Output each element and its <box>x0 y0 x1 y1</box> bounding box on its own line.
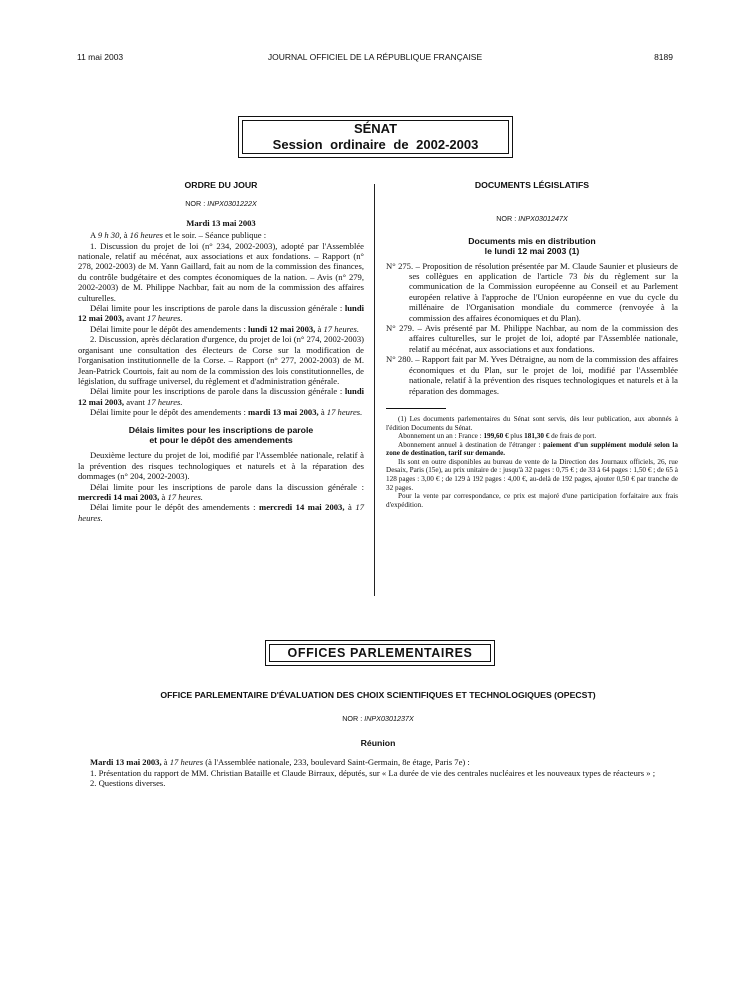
t: avant <box>126 396 145 407</box>
docs-sub-2: le lundi 12 mai 2003 (1) <box>484 246 580 257</box>
t: Délai limite pour le dépôt des amendements : <box>90 323 246 334</box>
deuxieme-lecture: Deuxième lecture du projet de loi, modifié par l'Assemblée nationale, relatif à la prévention des risques technologiques et naturels et à la réparation des dommages (n° 204, 2002-2003). <box>78 450 364 482</box>
ordre-item-1: 1. Discussion du projet de loi (n° 234, 2002-2003), adopté par l'Assemblée nationale, relatif au mécénat, aux associations et aux fondations. – Rapport (n° 278, 2002-2003) de M. Yann Gaillard, fait au nom de la commission des finances, du contrôle budgétaire et des comptes économiques de la nation. – Avis (n° 279, 2002-2003) de M. Philippe Nachbar, fait au nom de la commission des affaires culturelles. <box>78 240 364 303</box>
delai-3 <box>78 386 364 407</box>
t: à <box>320 407 325 418</box>
t: – Rapport fait par M. Yves Détraigne, au nom de la commission des affaires économiques et du Plan, sur le projet de loi, modifié par l'Assemblée nationale, relatif à la prévention des risques technologiques et naturels et à la réparation des dommages. <box>409 354 678 396</box>
t: bis <box>583 271 594 282</box>
t: mardi 13 mai 2003, <box>248 407 319 418</box>
doc-number: N° 279. <box>386 323 415 334</box>
nor-label: NOR : <box>496 214 517 224</box>
footnote-correspondance: Pour la vente par correspondance, ce prix est majoré d'une participation forfaitaire aux frais d'expédition. <box>386 492 678 509</box>
header-date: 11 mai 2003 <box>77 52 124 62</box>
nor-code: INPX0301222X <box>207 199 257 209</box>
footnote-vente: Ils sont en outre disponibles au bureau de vente de la Direction des Journaux officiels, 26, rue Desaix, Paris (15e), au prix unitaire de : jusqu'à 32 pages : 0,75 € ; de 33 à 64 pages : 1,50 € ; de 65 à 128 pages : 3,00 € ; de 129 à 192 pages : 4,00 €, au-delà de 192 pages, ajouter 0,50 € par tranche de 32 pages. <box>386 457 678 492</box>
opecst-nor <box>78 714 678 724</box>
t: 16 heures <box>129 230 164 241</box>
column-divider <box>374 184 375 596</box>
t: avant <box>126 313 145 324</box>
footnote-rule <box>386 408 446 409</box>
t: A <box>90 230 96 241</box>
opecst-heading: OFFICE PARLEMENTAIRE D'ÉVALUATION DES CHOIX SCIENTIFIQUES ET TECHNOLOGIQUES (OPECST) <box>160 690 596 700</box>
t: 17 heures. <box>326 407 363 418</box>
delai-6 <box>78 502 364 523</box>
nor-label: NOR : <box>185 199 206 209</box>
t: Abonnement annuel à destination de l'étranger : <box>398 440 541 449</box>
senat-title: SÉNAT <box>353 121 398 136</box>
nor-label: NOR : <box>342 714 363 724</box>
running-header <box>77 52 673 66</box>
t: 17 heures. <box>147 396 183 407</box>
docs-sub-1: Documents mis en distribution <box>468 235 596 246</box>
doc-279 <box>386 323 678 354</box>
t: Délai limite pour les inscriptions de parole dans la discussion générale : <box>90 303 343 314</box>
t: 17 heures <box>169 757 204 768</box>
t: lundi 12 mai 2003, <box>78 303 364 324</box>
seance-time <box>78 230 364 240</box>
delai-5 <box>78 482 364 503</box>
t: 199,60 € <box>483 432 509 441</box>
offices-title-box <box>265 640 495 666</box>
footnote-1: (1) Les documents parlementaires du Sénat sont servis, dès leur publication, aux abonnés à l'édition Documents du Sénat. <box>386 414 678 432</box>
t: du règlement sur la communication de la Commission européenne au Conseil et au Parlement européen relative à l'approche de l'Union européenne en vue du cycle du millénaire de l'Organisation mondiale du commerce (renvoyée à la commission des affaires économiques et du Plan). <box>409 271 679 323</box>
nor-code: INPX0301247X <box>518 214 568 224</box>
t: 17 heures. <box>167 491 203 502</box>
offices-title: OFFICES PARLEMENTAIRES <box>287 646 473 660</box>
delai-2 <box>78 324 364 334</box>
ordre-date-heading: Mardi 13 mai 2003 <box>186 217 256 228</box>
footnote-abonnement <box>386 432 678 441</box>
t: Abonnement un an : France : <box>398 432 482 441</box>
reunion-heading: Réunion <box>360 737 396 748</box>
ordre-item-2: 2. Discussion, après déclaration d'urgence, du projet de loi (n° 274, 2002-2003) organisant une consultation des électeurs de Corse sur la modification de l'organisation institutionnelle de la Corse. – Rapport (n° 277, 2002-2003) de M. Jean-Patrick Courtois, fait au nom de la commission des lois constitutionnelles, de législation, du suffrage universel, du règlement et d'administration générale. <box>78 334 364 386</box>
t: et le soir. – Séance publique : <box>165 230 267 241</box>
senat-session: Session ordinaire de 2002-2003 <box>272 137 479 152</box>
delais-heading-1: Délais limites pour les inscriptions de parole <box>128 424 314 435</box>
t: 17 heures. <box>78 502 364 523</box>
t: Délai limite pour le dépôt des amendements : <box>90 502 256 513</box>
senat-title-box <box>238 116 513 158</box>
t: à <box>123 230 128 241</box>
ordre-du-jour-column <box>78 180 364 523</box>
delais-heading-2: et pour le dépôt des amendements <box>149 434 293 445</box>
docs-heading: DOCUMENTS LÉGISLATIFS <box>474 180 590 190</box>
t: – Proposition de résolution présentée par M. Claude Saunier et plusieurs de ses collègues en application de l'article 73 <box>409 260 678 282</box>
t: – Avis présenté par M. Philippe Nachbar, au nom de la commission des affaires culturelles, sur le projet de loi, adopté par l'Assemblée nationale, relatif au mécénat, aux associations et aux fondations. <box>409 323 678 354</box>
ordre-heading: ORDRE DU JOUR <box>184 180 258 190</box>
t: plus <box>510 432 523 441</box>
doc-number: N° 275. <box>386 260 414 271</box>
doc-number: N° 280. <box>386 354 413 365</box>
t: à <box>317 323 322 334</box>
reunion-date <box>78 757 678 767</box>
t: (à l'Assemblée nationale, 233, boulevard Saint-Germain, 8e étage, Paris 7e) : <box>205 757 470 768</box>
header-journal-title: JOURNAL OFFICIEL DE LA RÉPUBLIQUE FRANÇAISE <box>267 52 483 62</box>
header-page-number: 8189 <box>654 52 673 62</box>
t: 17 heures. <box>323 323 359 334</box>
t: mercredi 14 mai 2003, <box>78 491 160 502</box>
delai-4 <box>78 407 364 417</box>
reunion-item-1: 1. Présentation du rapport de MM. Christian Bataille et Claude Birraux, députés, sur « La durée de vie des centrales nucléaires et les nouveaux types de réacteurs » ; <box>90 767 656 778</box>
documents-legislatifs-column <box>386 180 678 509</box>
reunion-item-2: 2. Questions diverses. <box>90 778 166 789</box>
t: lundi 12 mai 2003, <box>78 386 364 407</box>
t: à <box>348 502 352 513</box>
t: Délai limite pour le dépôt des amendements : <box>90 407 246 418</box>
t: Mardi 13 mai 2003, <box>90 757 162 768</box>
t: 17 heures. <box>147 313 183 324</box>
nor-code: INPX0301237X <box>364 714 414 724</box>
doc-275 <box>386 261 678 323</box>
t: mercredi 14 mai 2003, <box>259 502 345 513</box>
ordre-nor <box>78 199 364 209</box>
t: à <box>163 757 168 768</box>
t: de frais de port. <box>551 432 597 441</box>
docs-nor <box>386 214 678 224</box>
t: 9 h 30, <box>97 230 122 241</box>
delai-1 <box>78 303 364 324</box>
t: 181,30 € <box>524 432 550 441</box>
t: Délai limite pour les inscriptions de parole dans la discussion générale : <box>90 481 364 492</box>
footnote-etranger <box>386 441 678 458</box>
t: à <box>161 491 166 502</box>
t: paiement d'un supplément modulé selon la zone de destination, tarif sur demande. <box>386 440 678 458</box>
doc-280 <box>386 354 678 396</box>
t: Délai limite pour les inscriptions de parole dans la discussion générale : <box>90 386 343 397</box>
opecst-section <box>78 690 678 788</box>
t: lundi 12 mai 2003, <box>248 323 316 334</box>
